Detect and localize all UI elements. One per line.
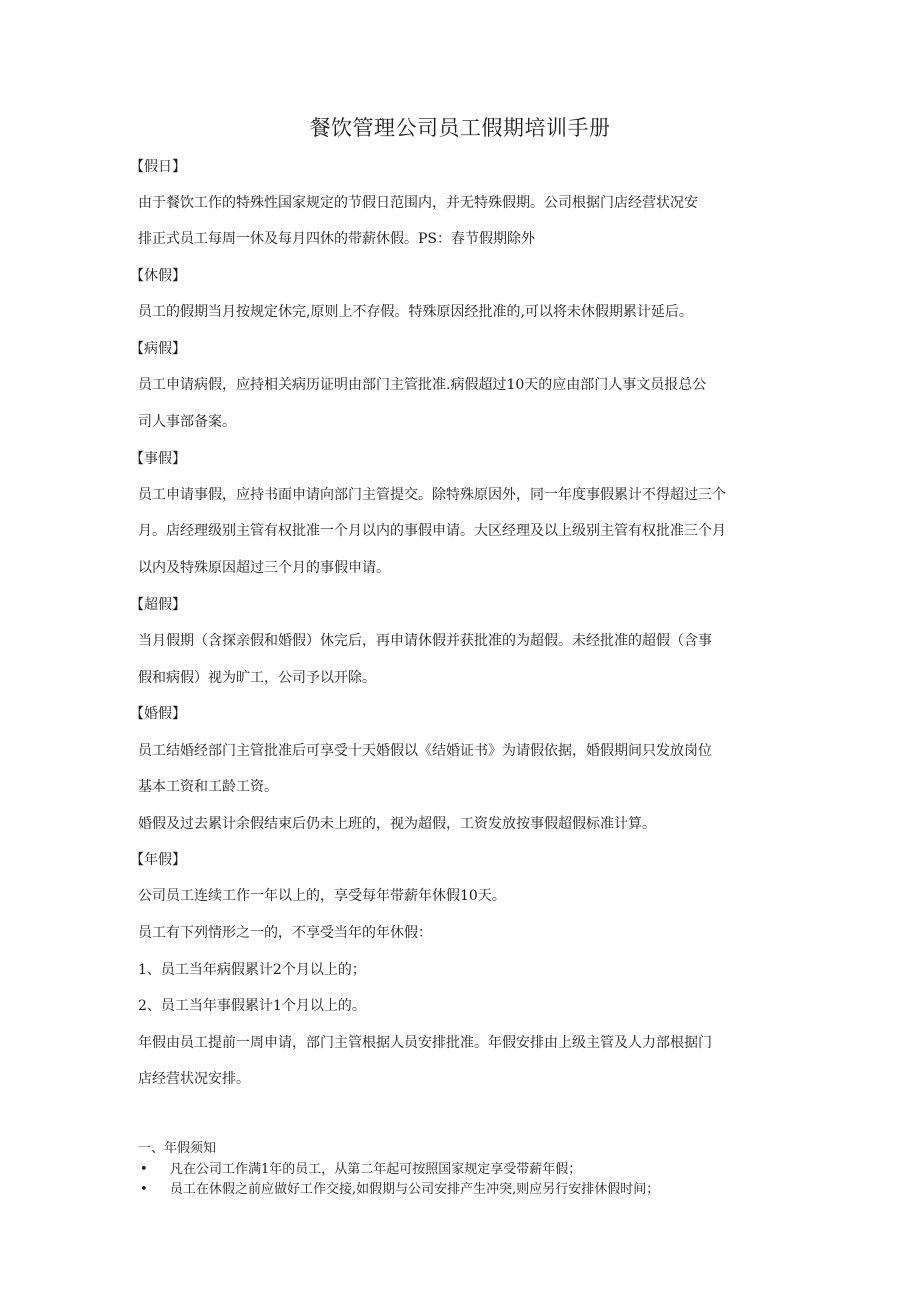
paragraph-line: 2、员工当年事假累计1个月以上的。 [138,998,366,1014]
paragraph-line: 婚假及过去累计余假结束后仍未上班的，视为超假，工资发放按事假超假标准计算。 [138,816,656,832]
paragraph-line: 1、员工当年病假累计2个月以上的； [138,962,366,978]
paragraph-line: 员工结婚经部门主管批准后可享受十天婚假以《结婚证书》为请假依据，婚假期间只发放岗位 [138,743,712,759]
paragraph-line: 当月假期（含探亲假和婚假）休完后，再申请休假并获批准的为超假。未经批准的超假（含事 [138,633,712,649]
section-heading-sick: 【病假】 [130,341,186,357]
paragraph-line: 员工申请事假，应持书面申请向部门主管提交。除特殊原因外，同一年度事假累计不得超过三个 [138,487,726,503]
paragraph-line: 员工的假期当月按规定休完,原则上不存假。特殊原因经批准的,可以将未休假期累计延后。 [138,304,693,320]
paragraph-line: 年假由员工提前一周申请，部门主管根据人员安排批准。年假安排由上级主管及人力部根据门 [138,1035,712,1051]
paragraph-line: 由于餐饮工作的特殊性国家规定的节假日范围内，并无特殊假期。公司根据门店经营状况安 [138,195,698,211]
bullet-icon: • [140,1162,148,1177]
notice-heading: 一、年假须知 [138,1141,217,1156]
paragraph-line: 店经营状况安排。 [138,1071,250,1087]
paragraph-line: 月。店经理级别主管有权批准一个月以内的事假申请。大区经理及以上级别主管有权批准三个月 [138,523,726,539]
paragraph-line: 公司员工连续工作一年以上的，享受每年带薪年休假10天。 [138,888,506,904]
paragraph-line: 司人事部备案。 [138,414,236,430]
section-heading-personal: 【事假】 [130,451,186,467]
section-heading-rest: 【休假】 [130,268,186,284]
paragraph-line: 假和病假）视为旷工，公司予以开除。 [138,670,376,686]
notice-item: 凡在公司工作满1年的员工，从第二年起可按照国家规定享受带薪年假； [170,1162,582,1177]
section-heading-holiday: 【假日】 [130,159,186,175]
paragraph-line: 排正式员工每周一休及每月四休的带薪休假。PS：春节假期除外 [138,231,536,247]
paragraph-line: 员工有下列情形之一的，不享受当年的年休假： [138,925,432,941]
section-heading-annual: 【年假】 [130,852,186,868]
paragraph-line: 基本工资和工龄工资。 [138,779,278,795]
bullet-icon: • [140,1182,148,1197]
section-heading-marriage: 【婚假】 [130,706,186,722]
paragraph-line: 以内及特殊原因超过三个月的事假申请。 [138,560,390,576]
paragraph-line: 员工申请病假，应持相关病历证明由部门主管批准.病假超过10天的应由部门人事文员报总公 [138,377,707,393]
section-heading-overleave: 【超假】 [130,597,186,613]
notice-item: 员工在休假之前应做好工作交接,如假期与公司安排产生冲突,则应另行安排休假时间； [170,1182,660,1197]
page-title: 餐饮管理公司员工假期培训手册 [309,116,611,140]
